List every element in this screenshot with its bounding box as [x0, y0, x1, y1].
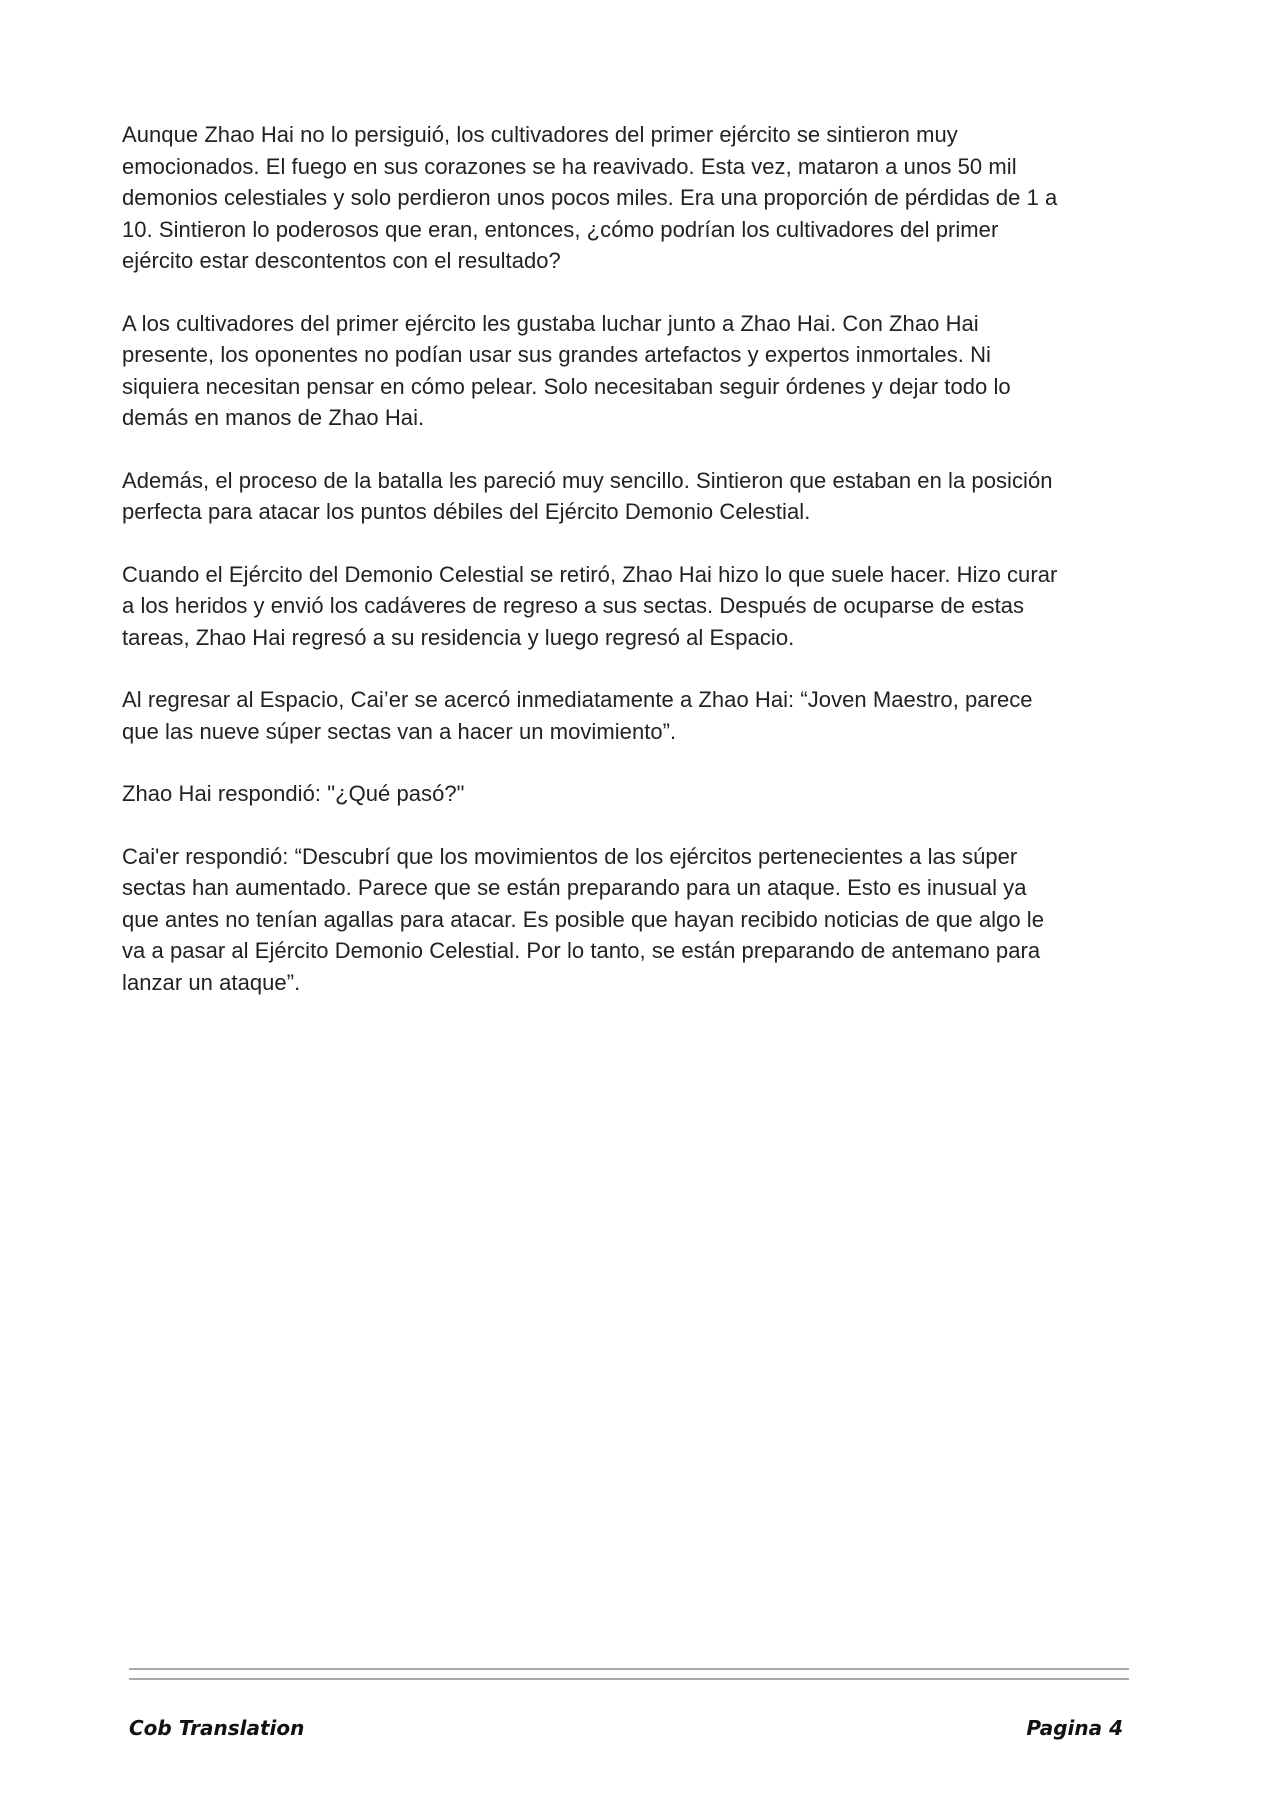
- paragraph-1: Aunque Zhao Hai no lo persiguió, los cultivadores del primer ejército se sintieron muy emocionados. El fuego en sus corazones se ha reavivado. Esta vez, mataron a unos 50 mil demonios celestiales y solo perdieron unos pocos miles. Era una proporción de pérdidas de 1 a 10. Sintieron lo poderosos que eran, entonces, ¿cómo podrían los cultivadores del primer ejército estar descontentos con el resultado?: [122, 122, 1058, 273]
- paragraph-2: A los cultivadores del primer ejército les gustaba luchar junto a Zhao Hai. Con Zhao Hai presente, los oponentes no podían usar sus grandes artefactos y expertos inmortales. Ni siquiera necesitan pensar en cómo pelear. Solo necesitaban seguir órdenes y dejar todo lo demás en manos de Zhao Hai.: [122, 310, 1011, 430]
- paragraph-4: Cuando el Ejército del Demonio Celestial se retiró, Zhao Hai hizo lo que suele hacer. Hizo curar a los heridos y envió los cadáveres de regreso a sus sectas. Después de ocuparse de estas tareas, Zhao Hai regresó a su residencia y luego regresó al Espacio.: [122, 561, 1058, 650]
- paragraph-3: Además, el proceso de la batalla les pareció muy sencillo. Sintieron que estaban en la posición perfecta para atacar los puntos débiles del Ejército Demonio Celestial.: [122, 467, 1053, 524]
- footer-divider-top: [129, 1668, 1129, 1670]
- paragraph-7: Cai'er respondió: “Descubrí que los movimientos de los ejércitos pertenecientes a las súper sectas han aumentado. Parece que se están preparando para un ataque. Esto es inusual ya que antes no tenían agallas para atacar. Es posible que hayan recibido noticias de que algo le va a pasar al Ejército Demonio Celestial. Por lo tanto, se están preparando de antemano para lanzar un ataque”.: [122, 843, 1045, 995]
- footer-page-number: Pagina 4: [1026, 1716, 1123, 1740]
- footer-divider-bottom: [129, 1678, 1129, 1680]
- footer-translator-name: Cob Translation: [129, 1716, 305, 1740]
- paragraph-5: Al regresar al Espacio, Cai’er se acercó inmediatamente a Zhao Hai: “Joven Maestro, parece que las nueve súper sectas van a hacer un movimiento”.: [122, 687, 1033, 744]
- document-body: [122, 119, 1137, 1029]
- paragraph-6: Zhao Hai respondió: "¿Qué pasó?": [122, 781, 465, 806]
